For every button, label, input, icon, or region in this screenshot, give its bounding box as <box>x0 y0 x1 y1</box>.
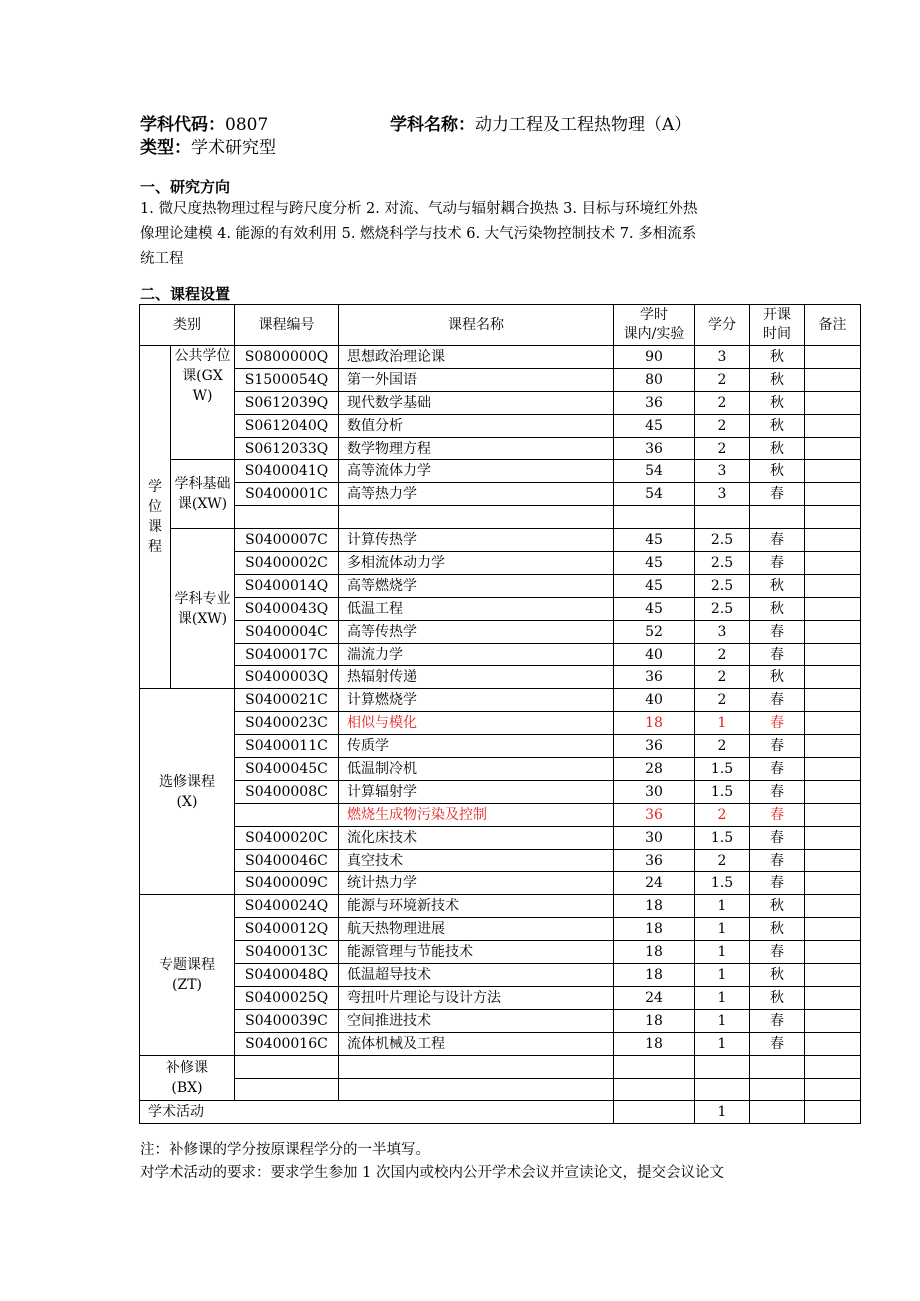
course-term: 秋 <box>750 414 805 437</box>
course-hours: 18 <box>614 941 695 964</box>
course-code <box>235 1055 339 1078</box>
course-code: S1500054Q <box>235 368 339 391</box>
course-term <box>750 1055 805 1078</box>
course-term: 春 <box>750 643 805 666</box>
course-name: 相似与模化 <box>339 712 614 735</box>
course-name: 流化床技术 <box>339 826 614 849</box>
course-remark <box>805 437 861 460</box>
course-term: 春 <box>750 552 805 575</box>
table-row <box>140 964 861 987</box>
course-hours <box>614 1078 695 1101</box>
course-credit: 1 <box>695 941 750 964</box>
course-code <box>235 506 339 529</box>
course-hours: 45 <box>614 574 695 597</box>
course-term: 春 <box>750 689 805 712</box>
course-name: 计算辐射学 <box>339 780 614 803</box>
course-term: 秋 <box>750 918 805 941</box>
course-credit: 2 <box>695 849 750 872</box>
discipline-code <box>140 114 268 136</box>
course-code: S0400007C <box>235 529 339 552</box>
course-term: 春 <box>750 826 805 849</box>
group-supp-label: 补修课 <box>166 1060 208 1076</box>
activity-remark <box>805 1101 861 1124</box>
course-remark <box>805 895 861 918</box>
course-hours: 54 <box>614 483 695 506</box>
course-code: S0400004C <box>235 620 339 643</box>
group-elective-label: 选修课程 <box>159 773 215 790</box>
course-hours: 18 <box>614 964 695 987</box>
discipline-name-label: 学科名称： <box>390 115 475 135</box>
group-elective-courses <box>140 689 235 895</box>
group-public-degree <box>171 346 235 460</box>
course-hours: 54 <box>614 460 695 483</box>
course-name: 思想政治理论课 <box>339 346 614 369</box>
activity-credit: 1 <box>695 1101 750 1124</box>
course-name: 多相流体动力学 <box>339 552 614 575</box>
discipline-name-value: 动力工程及工程热物理（A） <box>475 115 692 135</box>
course-name: 低温工程 <box>339 597 614 620</box>
course-credit: 1 <box>695 1009 750 1032</box>
course-credit: 2 <box>695 414 750 437</box>
course-hours: 36 <box>614 391 695 414</box>
course-credit: 1 <box>695 895 750 918</box>
course-hours: 18 <box>614 1032 695 1055</box>
table-row <box>140 872 861 895</box>
course-term: 秋 <box>750 895 805 918</box>
table-row <box>140 1055 861 1078</box>
course-remark <box>805 1078 861 1101</box>
course-name: 能源与环境新技术 <box>339 895 614 918</box>
course-name: 空间推进技术 <box>339 1009 614 1032</box>
group-special-courses <box>140 895 235 1055</box>
course-hours: 36 <box>614 666 695 689</box>
table-row <box>140 552 861 575</box>
course-term: 春 <box>750 803 805 826</box>
course-credit <box>695 1055 750 1078</box>
course-hours: 28 <box>614 758 695 781</box>
course-hours: 30 <box>614 780 695 803</box>
course-credit: 1 <box>695 986 750 1009</box>
course-name: 数学物理方程 <box>339 437 614 460</box>
course-hours: 40 <box>614 643 695 666</box>
course-hours <box>614 1055 695 1078</box>
course-credit: 2 <box>695 643 750 666</box>
table-row-activity <box>140 1101 861 1124</box>
course-credit: 1.5 <box>695 872 750 895</box>
group-basic-label: 学科基础课(XW) <box>174 476 231 513</box>
course-code: S0400013C <box>235 941 339 964</box>
course-remark <box>805 1009 861 1032</box>
discipline-type <box>140 137 276 159</box>
course-remark <box>805 368 861 391</box>
course-hours: 45 <box>614 529 695 552</box>
course-hours: 36 <box>614 735 695 758</box>
group-academic-activity: 学术活动 <box>140 1101 614 1124</box>
course-term <box>750 506 805 529</box>
course-name: 计算传热学 <box>339 529 614 552</box>
course-credit: 3 <box>695 460 750 483</box>
course-term: 秋 <box>750 574 805 597</box>
course-code: S0400039C <box>235 1009 339 1032</box>
course-remark <box>805 391 861 414</box>
course-term: 春 <box>750 529 805 552</box>
course-name: 高等流体力学 <box>339 460 614 483</box>
course-code: S0612033Q <box>235 437 339 460</box>
research-line: 统工程 <box>140 251 184 267</box>
course-credit: 1.5 <box>695 826 750 849</box>
research-directions <box>140 197 800 272</box>
course-remark <box>805 574 861 597</box>
table-row <box>140 849 861 872</box>
table-row <box>140 460 861 483</box>
course-hours: 90 <box>614 346 695 369</box>
table-row <box>140 735 861 758</box>
course-credit: 2 <box>695 437 750 460</box>
course-name: 高等燃烧学 <box>339 574 614 597</box>
course-name: 真空技术 <box>339 849 614 872</box>
course-code: S0400016C <box>235 1032 339 1055</box>
course-term: 秋 <box>750 460 805 483</box>
course-code: S0400001C <box>235 483 339 506</box>
course-remark <box>805 758 861 781</box>
table-row <box>140 597 861 620</box>
course-hours: 18 <box>614 895 695 918</box>
course-credit: 2 <box>695 689 750 712</box>
course-name: 航天热物理进展 <box>339 918 614 941</box>
table-row <box>140 506 861 529</box>
note-academic-activity: 对学术活动的要求：要求学生参加 1 次国内或校内公开学术会议并宣读论文，提交会议论文 <box>140 1165 724 1181</box>
course-credit: 2.5 <box>695 529 750 552</box>
course-term: 春 <box>750 712 805 735</box>
course-name: 第一外国语 <box>339 368 614 391</box>
course-credit: 2 <box>695 735 750 758</box>
table-row <box>140 689 861 712</box>
activity-term <box>750 1101 805 1124</box>
course-remark <box>805 826 861 849</box>
course-code: S0612040Q <box>235 414 339 437</box>
course-table <box>139 304 861 1124</box>
course-remark <box>805 643 861 666</box>
course-credit: 2 <box>695 391 750 414</box>
course-remark <box>805 483 861 506</box>
header-remark: 备注 <box>805 305 861 346</box>
course-hours: 52 <box>614 620 695 643</box>
course-credit: 1 <box>695 964 750 987</box>
course-remark <box>805 780 861 803</box>
course-remark <box>805 986 861 1009</box>
header-name: 课程名称 <box>339 305 614 346</box>
table-row <box>140 643 861 666</box>
course-remark <box>805 918 861 941</box>
table-row <box>140 1009 861 1032</box>
course-credit: 1 <box>695 918 750 941</box>
header-credit: 学分 <box>695 305 750 346</box>
course-code: S0400020C <box>235 826 339 849</box>
course-code: S0400045C <box>235 758 339 781</box>
course-term: 春 <box>750 735 805 758</box>
course-hours: 80 <box>614 368 695 391</box>
course-code: S0400023C <box>235 712 339 735</box>
discipline-type-label: 类型： <box>140 138 191 158</box>
course-code: S0400041Q <box>235 460 339 483</box>
course-credit <box>695 506 750 529</box>
discipline-code-value: 0807 <box>225 115 269 135</box>
table-row <box>140 986 861 1009</box>
course-hours: 40 <box>614 689 695 712</box>
course-hours: 36 <box>614 437 695 460</box>
course-hours: 30 <box>614 826 695 849</box>
group-degree-courses <box>140 346 171 689</box>
group-public-label: 公共学位课(GXW) <box>174 348 231 404</box>
course-hours: 45 <box>614 597 695 620</box>
course-term: 秋 <box>750 391 805 414</box>
course-hours: 18 <box>614 712 695 735</box>
course-term: 春 <box>750 849 805 872</box>
discipline-code-label: 学科代码： <box>140 115 225 135</box>
course-remark <box>805 1055 861 1078</box>
course-hours: 45 <box>614 414 695 437</box>
group-special-label: 专题课程 <box>159 956 215 973</box>
course-code: S0400011C <box>235 735 339 758</box>
course-hours: 36 <box>614 803 695 826</box>
table-row <box>140 437 861 460</box>
course-credit: 3 <box>695 620 750 643</box>
course-remark <box>805 666 861 689</box>
table-row <box>140 941 861 964</box>
header-term-line2: 时间 <box>763 326 791 342</box>
research-line: 1. 微尺度热物理过程与跨尺度分析 2. 对流、气动与辐射耦合换热 3. 目标与环境红外热 <box>140 201 698 217</box>
course-code <box>235 803 339 826</box>
course-code: S0400025Q <box>235 986 339 1009</box>
course-remark <box>805 941 861 964</box>
course-term: 秋 <box>750 346 805 369</box>
course-name: 传质学 <box>339 735 614 758</box>
header-term-line1: 开课 <box>763 307 791 323</box>
course-term: 春 <box>750 780 805 803</box>
course-code: S0400017C <box>235 643 339 666</box>
group-supp-code: (BX) <box>171 1080 203 1096</box>
course-code: S0400009C <box>235 872 339 895</box>
course-name: 高等传热学 <box>339 620 614 643</box>
table-row <box>140 780 861 803</box>
course-hours: 18 <box>614 918 695 941</box>
course-credit: 2 <box>695 666 750 689</box>
table-row <box>140 529 861 552</box>
course-term: 秋 <box>750 666 805 689</box>
course-name: 热辐射传递 <box>339 666 614 689</box>
course-term: 春 <box>750 620 805 643</box>
table-row <box>140 758 861 781</box>
table-row <box>140 712 861 735</box>
note-makeup-credit: 注：补修课的学分按原课程学分的一半填写。 <box>140 1142 430 1158</box>
course-remark <box>805 712 861 735</box>
header-hours-line2: 课内/实验 <box>623 326 685 342</box>
table-row <box>140 346 861 369</box>
course-term: 春 <box>750 758 805 781</box>
course-credit: 2.5 <box>695 574 750 597</box>
course-term: 春 <box>750 1009 805 1032</box>
header-category: 类别 <box>140 305 235 346</box>
course-hours: 24 <box>614 986 695 1009</box>
research-line: 像理论建模 4. 能源的有效利用 5. 燃烧科学与技术 6. 大气污染物控制技术 7. 多相流系 <box>140 226 697 242</box>
course-hours: 18 <box>614 1009 695 1032</box>
course-name: 计算燃烧学 <box>339 689 614 712</box>
course-term: 春 <box>750 872 805 895</box>
course-name <box>339 1055 614 1078</box>
header-hours-line1: 学时 <box>640 307 668 323</box>
course-term: 春 <box>750 1032 805 1055</box>
table-row <box>140 803 861 826</box>
course-code: S0800000Q <box>235 346 339 369</box>
course-code: S0612039Q <box>235 391 339 414</box>
discipline-type-value: 学术研究型 <box>191 138 276 158</box>
course-credit: 2.5 <box>695 552 750 575</box>
course-remark <box>805 620 861 643</box>
course-name: 数值分析 <box>339 414 614 437</box>
table-row <box>140 918 861 941</box>
course-remark <box>805 803 861 826</box>
section-research-title: 一、研究方向 <box>140 178 231 196</box>
course-code: S0400012Q <box>235 918 339 941</box>
group-supplementary-courses <box>140 1055 235 1101</box>
course-name: 流体机械及工程 <box>339 1032 614 1055</box>
course-code <box>235 1078 339 1101</box>
course-credit: 2 <box>695 368 750 391</box>
course-name <box>339 1078 614 1101</box>
course-name <box>339 506 614 529</box>
table-row <box>140 895 861 918</box>
table-row <box>140 666 861 689</box>
course-credit: 1.5 <box>695 758 750 781</box>
course-credit <box>695 1078 750 1101</box>
course-credit: 1.5 <box>695 780 750 803</box>
course-credit: 3 <box>695 346 750 369</box>
course-name: 弯扭叶片理论与设计方法 <box>339 986 614 1009</box>
course-name: 高等热力学 <box>339 483 614 506</box>
table-row <box>140 620 861 643</box>
course-term: 春 <box>750 483 805 506</box>
course-hours: 45 <box>614 552 695 575</box>
course-name: 现代数学基础 <box>339 391 614 414</box>
course-remark <box>805 849 861 872</box>
course-name: 低温超导技术 <box>339 964 614 987</box>
course-name: 低温制冷机 <box>339 758 614 781</box>
group-major-label: 学科专业课(XW) <box>174 590 231 627</box>
table-row <box>140 574 861 597</box>
course-code: S0400002C <box>235 552 339 575</box>
course-remark <box>805 597 861 620</box>
course-code: S0400003Q <box>235 666 339 689</box>
table-row <box>140 1032 861 1055</box>
course-code: S0400043Q <box>235 597 339 620</box>
table-row <box>140 483 861 506</box>
group-elective-code: (X) <box>176 793 198 810</box>
course-remark <box>805 1032 861 1055</box>
section-courses-title: 二、课程设置 <box>140 285 231 303</box>
course-term <box>750 1078 805 1101</box>
course-remark <box>805 529 861 552</box>
group-basic-courses <box>171 460 235 529</box>
course-term: 秋 <box>750 437 805 460</box>
course-code: S0400024Q <box>235 895 339 918</box>
course-term: 秋 <box>750 597 805 620</box>
course-name: 湍流力学 <box>339 643 614 666</box>
group-degree-label: 学位课程 <box>148 479 162 556</box>
course-remark <box>805 735 861 758</box>
course-credit: 1 <box>695 712 750 735</box>
course-remark <box>805 460 861 483</box>
course-code: S0400021C <box>235 689 339 712</box>
table-row <box>140 826 861 849</box>
course-term: 秋 <box>750 964 805 987</box>
course-credit: 1 <box>695 1032 750 1055</box>
table-row <box>140 368 861 391</box>
course-code: S0400008C <box>235 780 339 803</box>
course-term: 秋 <box>750 368 805 391</box>
course-code: S0400048Q <box>235 964 339 987</box>
group-major-courses <box>171 529 235 689</box>
table-header-row <box>140 305 861 346</box>
header-code: 课程编号 <box>235 305 339 346</box>
course-remark <box>805 552 861 575</box>
group-special-code: (ZT) <box>172 976 202 993</box>
course-remark <box>805 872 861 895</box>
course-hours: 36 <box>614 849 695 872</box>
table-row <box>140 391 861 414</box>
course-code: S0400046C <box>235 849 339 872</box>
course-remark <box>805 964 861 987</box>
course-hours <box>614 506 695 529</box>
header-hours <box>614 305 695 346</box>
course-credit: 2 <box>695 803 750 826</box>
course-term: 春 <box>750 941 805 964</box>
course-hours: 24 <box>614 872 695 895</box>
course-name: 统计热力学 <box>339 872 614 895</box>
course-name: 能源管理与节能技术 <box>339 941 614 964</box>
course-remark <box>805 346 861 369</box>
course-credit: 3 <box>695 483 750 506</box>
course-remark <box>805 506 861 529</box>
table-row <box>140 414 861 437</box>
course-code: S0400014Q <box>235 574 339 597</box>
discipline-name <box>390 114 691 136</box>
header-term <box>750 305 805 346</box>
activity-hours <box>614 1101 695 1124</box>
table-row <box>140 1078 861 1101</box>
course-remark <box>805 689 861 712</box>
course-name: 燃烧生成物污染及控制 <box>339 803 614 826</box>
course-term: 秋 <box>750 986 805 1009</box>
course-remark <box>805 414 861 437</box>
course-credit: 2.5 <box>695 597 750 620</box>
